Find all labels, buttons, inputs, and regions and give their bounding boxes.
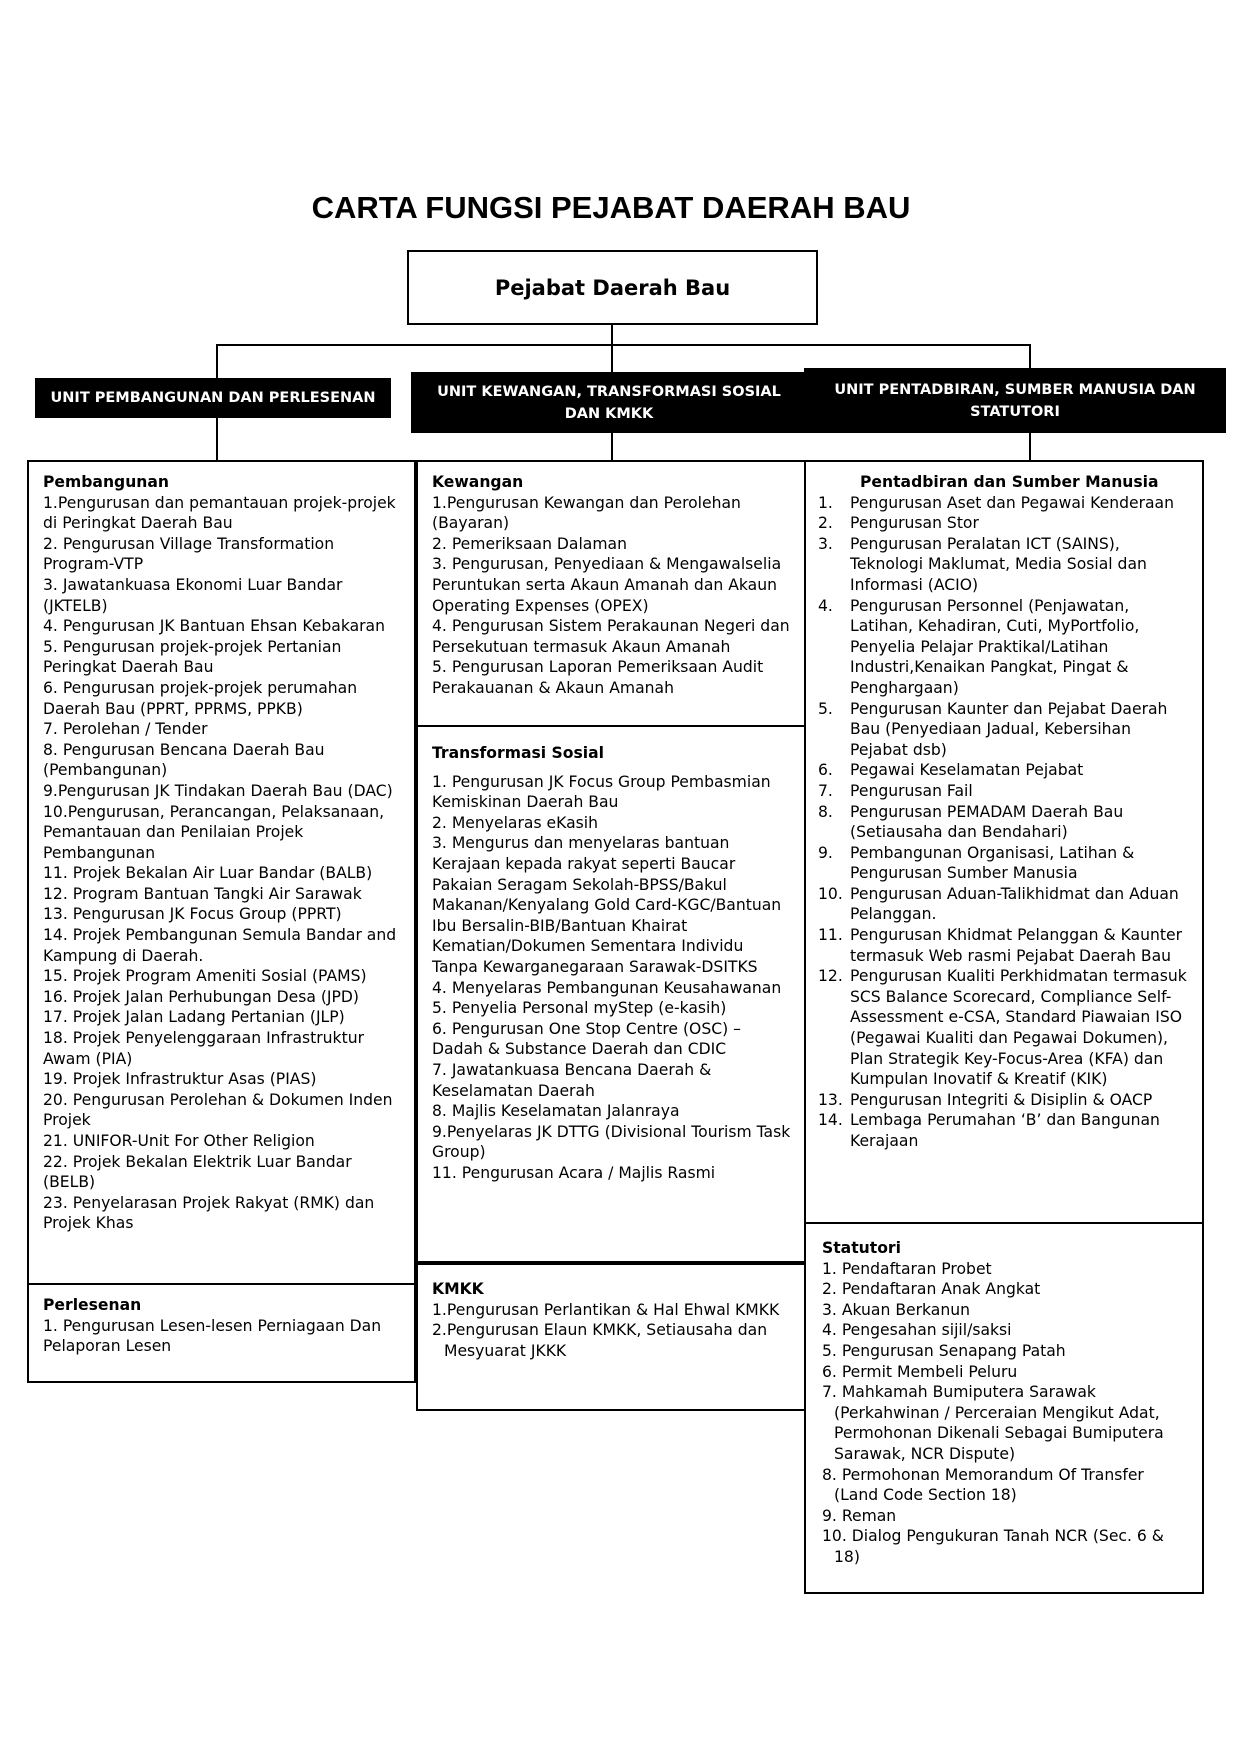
kewangan-box bbox=[416, 460, 807, 727]
list-item: 11. Pengurusan Acara / Majlis Rasmi bbox=[432, 1163, 716, 1182]
list-item: 1.Pengurusan Perlantikan & Hal Ehwal KMKK bbox=[432, 1300, 780, 1319]
connector-unit1 bbox=[216, 344, 218, 378]
item-text: Pengurusan Stor bbox=[850, 514, 979, 533]
statutori-box bbox=[804, 1222, 1204, 1594]
connector-horizontal bbox=[216, 344, 1030, 346]
list-item: 21. UNIFOR-Unit For Other Religion bbox=[43, 1132, 315, 1150]
list-item: 1. Pendaftaran Probet bbox=[822, 1259, 992, 1278]
list-item: 11. Projek Bekalan Air Luar Bandar (BALB) bbox=[43, 864, 373, 883]
connector-unit1-box bbox=[216, 418, 218, 460]
connector-root-down bbox=[611, 325, 613, 345]
list-item: 7. Mahkamah Bumiputera Sarawak (Perkahwinan / Perceraian Mengikut Adat, Permohonan Dikenali Sebagai Bumiputera Sarawak, NCR Dispute) bbox=[822, 1383, 1164, 1463]
item-number: 10. bbox=[818, 884, 843, 903]
item-number: 4. bbox=[818, 596, 833, 615]
transformasi-title: Transformasi Sosial bbox=[432, 744, 604, 762]
pentadbiran-title: Pentadbiran dan Sumber Manusia bbox=[860, 473, 1159, 491]
item-number: 3. bbox=[818, 534, 833, 553]
item-number: 14. bbox=[818, 1111, 843, 1130]
item-number: 12. bbox=[818, 967, 843, 986]
kmkk-list bbox=[432, 1300, 793, 1362]
item-text: Pengurusan Kualiti Perkhidmatan termasuk SCS Balance Scorecard, Compliance Self-Assessment e-CSA, Standard Piawaian ISO (Pegawai Kualiti dan Pegawai Dokumen), Plan Strategik Key-Focus-Area (KFA) dan Kumpulan Inovatif & Kreatif (KIK) bbox=[850, 967, 1187, 1089]
list-item bbox=[818, 781, 1190, 802]
root-node: Pejabat Daerah Bau bbox=[407, 250, 818, 325]
perlesenan-box bbox=[27, 1283, 416, 1383]
list-item: 17. Projek Jalan Ladang Pertanian (JLP) bbox=[43, 1008, 345, 1027]
list-item: 8. Pengurusan Bencana Daerah Bau (Pembangunan) bbox=[43, 740, 325, 780]
list-item: 22. Projek Bekalan Elektrik Luar Bandar (BELB) bbox=[43, 1152, 352, 1192]
list-item bbox=[818, 925, 1190, 966]
list-item: 2. Menyelaras eKasih bbox=[432, 813, 598, 832]
list-item: 5. Pengurusan Senapang Patah bbox=[822, 1341, 1066, 1360]
list-item: 10. Dialog Pengukuran Tanah NCR (Sec. 6 & 18) bbox=[822, 1527, 1164, 1566]
item-number: 6. bbox=[818, 761, 833, 780]
list-item: 4. Pengesahan sijil/saksi bbox=[822, 1321, 1012, 1340]
statutori-title: Statutori bbox=[822, 1239, 901, 1257]
item-number: 7. bbox=[818, 781, 833, 800]
item-text: Pegawai Keselamatan Pejabat bbox=[850, 761, 1084, 780]
list-item: 10.Pengurusan, Perancangan, Pelaksanaan, Pemantauan dan Penilaian Projek Pembangunan bbox=[43, 802, 385, 862]
list-item bbox=[818, 513, 1190, 534]
list-item: 3. Pengurusan, Penyediaan & Mengawalselia Peruntukan serta Akaun Amanah dan Akaun Operating Expenses (OPEX) bbox=[432, 555, 782, 615]
connector-unit2-box bbox=[611, 433, 613, 461]
item-text: Lembaga Perumahan ‘B’ dan Bangunan Kerajaan bbox=[850, 1111, 1160, 1150]
unit-pentadbiran-header: UNIT PENTADBIRAN, SUMBER MANUSIA DAN STATUTORI bbox=[804, 368, 1226, 433]
list-item: 3. Mengurus dan menyelaras bantuan Kerajaan kepada rakyat seperti Baucar Pakaian Seragam Sekolah-BPSS/Bakul Makanan/Kenyalang Gold Card-KGC/Bantuan Ibu Bersalin-BIB/Bantuan Khairat Kematian/Dokumen Sementara Individu Tanpa Kewarganegaraan Sarawak-DSITKS bbox=[432, 834, 782, 976]
item-text: Pengurusan Integriti & Disiplin & OACP bbox=[850, 1090, 1153, 1109]
list-item: 1. Pengurusan Lesen-lesen Perniagaan Dan Pelaporan Lesen bbox=[43, 1316, 382, 1356]
list-item: 9. Reman bbox=[822, 1506, 897, 1525]
pentadbiran-list bbox=[818, 493, 1190, 1152]
list-item bbox=[818, 966, 1190, 1090]
list-item: 1.Pengurusan Kewangan dan Perolehan (Bayaran) bbox=[432, 493, 741, 533]
kmkk-box bbox=[416, 1263, 807, 1411]
list-item: 7. Perolehan / Tender bbox=[43, 720, 208, 739]
list-item: 15. Projek Program Ameniti Sosial (PAMS) bbox=[43, 967, 367, 986]
kewangan-title: Kewangan bbox=[432, 473, 524, 491]
list-item: 1.Pengurusan dan pemantauan projek-projek di Peringkat Daerah Bau bbox=[43, 493, 396, 533]
page-title: CARTA FUNGSI PEJABAT DAERAH BAU bbox=[311, 190, 911, 225]
list-item: 5. Penyelia Personal myStep (e-kasih) bbox=[432, 999, 727, 1018]
item-text: Pengurusan Khidmat Pelanggan & Kaunter termasuk Web rasmi Pejabat Daerah Bau bbox=[850, 926, 1182, 965]
list-item bbox=[818, 760, 1190, 781]
perlesenan-list bbox=[43, 1316, 402, 1357]
list-item: 2. Pemeriksaan Dalaman bbox=[432, 534, 627, 553]
list-item: 2. Pendaftaran Anak Angkat bbox=[822, 1280, 1041, 1299]
list-item: 5. Pengurusan projek-projek Pertanian Peringkat Daerah Bau bbox=[43, 637, 342, 677]
list-item: 3. Akuan Berkanun bbox=[822, 1300, 970, 1319]
list-item: 20. Pengurusan Perolehan & Dokumen Inden Projek bbox=[43, 1090, 393, 1130]
list-item: 13. Pengurusan JK Focus Group (PPRT) bbox=[43, 905, 342, 924]
unit-pembangunan-header: UNIT PEMBANGUNAN DAN PERLESENAN bbox=[35, 378, 391, 418]
item-text: Pengurusan Aset dan Pegawai Kenderaan bbox=[850, 493, 1174, 512]
item-text: Pengurusan Personnel (Penjawatan, Latihan, Kehadiran, Cuti, MyPortfolio, Penyelia Pelajar Praktikal/Latihan Industri,Kenaikan Pangkat, Pingat & Penghargaan) bbox=[850, 596, 1140, 697]
transformasi-list bbox=[432, 772, 793, 1184]
list-item: 12. Program Bantuan Tangki Air Sarawak bbox=[43, 884, 362, 903]
list-item: 1. Pengurusan JK Focus Group Pembasmian Kemiskinan Daerah Bau bbox=[432, 772, 771, 812]
list-item: 5. Pengurusan Laporan Pemeriksaan Audit Perakauanan & Akaun Amanah bbox=[432, 658, 764, 697]
list-item: 23. Penyelarasan Projek Rakyat (RMK) dan Projek Khas bbox=[43, 1193, 375, 1233]
item-number: 2. bbox=[818, 514, 833, 533]
item-number: 1. bbox=[818, 493, 833, 512]
item-text: Pengurusan Fail bbox=[850, 781, 973, 800]
item-text: Pengurusan PEMADAM Daerah Bau (Setiausaha dan Bendahari) bbox=[850, 802, 1124, 842]
unit-kewangan-header: UNIT KEWANGAN, TRANSFORMASI SOSIAL DAN KMKK bbox=[411, 372, 807, 433]
list-item: 9.Penyelaras JK DTTG (Divisional Tourism Task Group) bbox=[432, 1122, 791, 1162]
item-number: 8. bbox=[818, 802, 833, 821]
list-item: 4. Pengurusan Sistem Perakaunan Negeri dan Persekutuan termasuk Akaun Amanah bbox=[432, 617, 790, 656]
pembangunan-box bbox=[27, 460, 416, 1285]
list-item: 8. Permohonan Memorandum Of Transfer (Land Code Section 18) bbox=[822, 1465, 1144, 1505]
item-text: Pengurusan Aduan-Talikhidmat dan Aduan Pelanggan. bbox=[850, 884, 1179, 924]
kewangan-list bbox=[432, 493, 793, 699]
list-item bbox=[818, 802, 1190, 843]
list-item: 2. Pengurusan Village Transformation Program-VTP bbox=[43, 534, 335, 574]
pembangunan-title: Pembangunan bbox=[43, 473, 170, 491]
list-item: 18. Projek Penyelenggaraan Infrastruktur Awam (PIA) bbox=[43, 1029, 364, 1068]
item-number: 11. bbox=[818, 926, 843, 945]
pentadbiran-box bbox=[804, 460, 1204, 1224]
item-text: Pembangunan Organisasi, Latihan & Pengurusan Sumber Manusia bbox=[850, 843, 1135, 883]
item-text: Pengurusan Peralatan ICT (SAINS), Teknologi Maklumat, Media Sosial dan Informasi (ACIO) bbox=[850, 534, 1147, 594]
list-item: 4. Pengurusan JK Bantuan Ehsan Kebakaran bbox=[43, 617, 385, 636]
list-item: 7. Jawatankuasa Bencana Daerah & Keselamatan Daerah bbox=[432, 1060, 712, 1100]
list-item bbox=[818, 493, 1190, 514]
item-number: 13. bbox=[818, 1090, 843, 1109]
list-item: 16. Projek Jalan Perhubungan Desa (JPD) bbox=[43, 987, 360, 1006]
list-item: 3. Jawatankuasa Ekonomi Luar Bandar (JKTELB) bbox=[43, 575, 343, 615]
list-item bbox=[818, 884, 1190, 925]
list-item bbox=[818, 699, 1190, 761]
list-item bbox=[818, 596, 1190, 699]
perlesenan-title: Perlesenan bbox=[43, 1296, 142, 1314]
list-item: 14. Projek Pembangunan Semula Bandar and Kampung di Daerah. bbox=[43, 926, 397, 965]
item-text: Pengurusan Kaunter dan Pejabat Daerah Bau (Penyediaan Jadual, Kebersihan Pejabat dsb) bbox=[850, 699, 1168, 759]
list-item bbox=[818, 534, 1190, 596]
connector-unit3-box bbox=[1029, 433, 1031, 461]
list-item: 6. Pengurusan One Stop Centre (OSC) – Dadah & Substance Daerah dan CDIC bbox=[432, 1019, 741, 1059]
list-item: 6. Permit Membeli Peluru bbox=[822, 1362, 1018, 1381]
connector-unit3 bbox=[1029, 344, 1031, 368]
list-item: 9.Pengurusan JK Tindakan Daerah Bau (DAC) bbox=[43, 781, 393, 800]
list-item bbox=[818, 1090, 1190, 1111]
transformasi-box bbox=[416, 725, 807, 1263]
list-item bbox=[818, 843, 1190, 884]
pembangunan-list bbox=[43, 493, 402, 1234]
connector-unit2 bbox=[611, 344, 613, 372]
item-number: 9. bbox=[818, 843, 833, 862]
list-item: 4. Menyelaras Pembangunan Keusahawanan bbox=[432, 978, 782, 997]
statutori-list bbox=[822, 1259, 1190, 1568]
item-number: 5. bbox=[818, 699, 833, 718]
list-item: 8. Majlis Keselamatan Jalanraya bbox=[432, 1102, 680, 1121]
list-item: 19. Projek Infrastruktur Asas (PIAS) bbox=[43, 1070, 317, 1089]
list-item bbox=[818, 1110, 1190, 1151]
kmkk-title: KMKK bbox=[432, 1280, 484, 1298]
list-item: 6. Pengurusan projek-projek perumahan Daerah Bau (PPRT, PPRMS, PPKB) bbox=[43, 678, 358, 718]
list-item: 2.Pengurusan Elaun KMKK, Setiausaha dan Mesyuarat JKKK bbox=[432, 1321, 768, 1360]
